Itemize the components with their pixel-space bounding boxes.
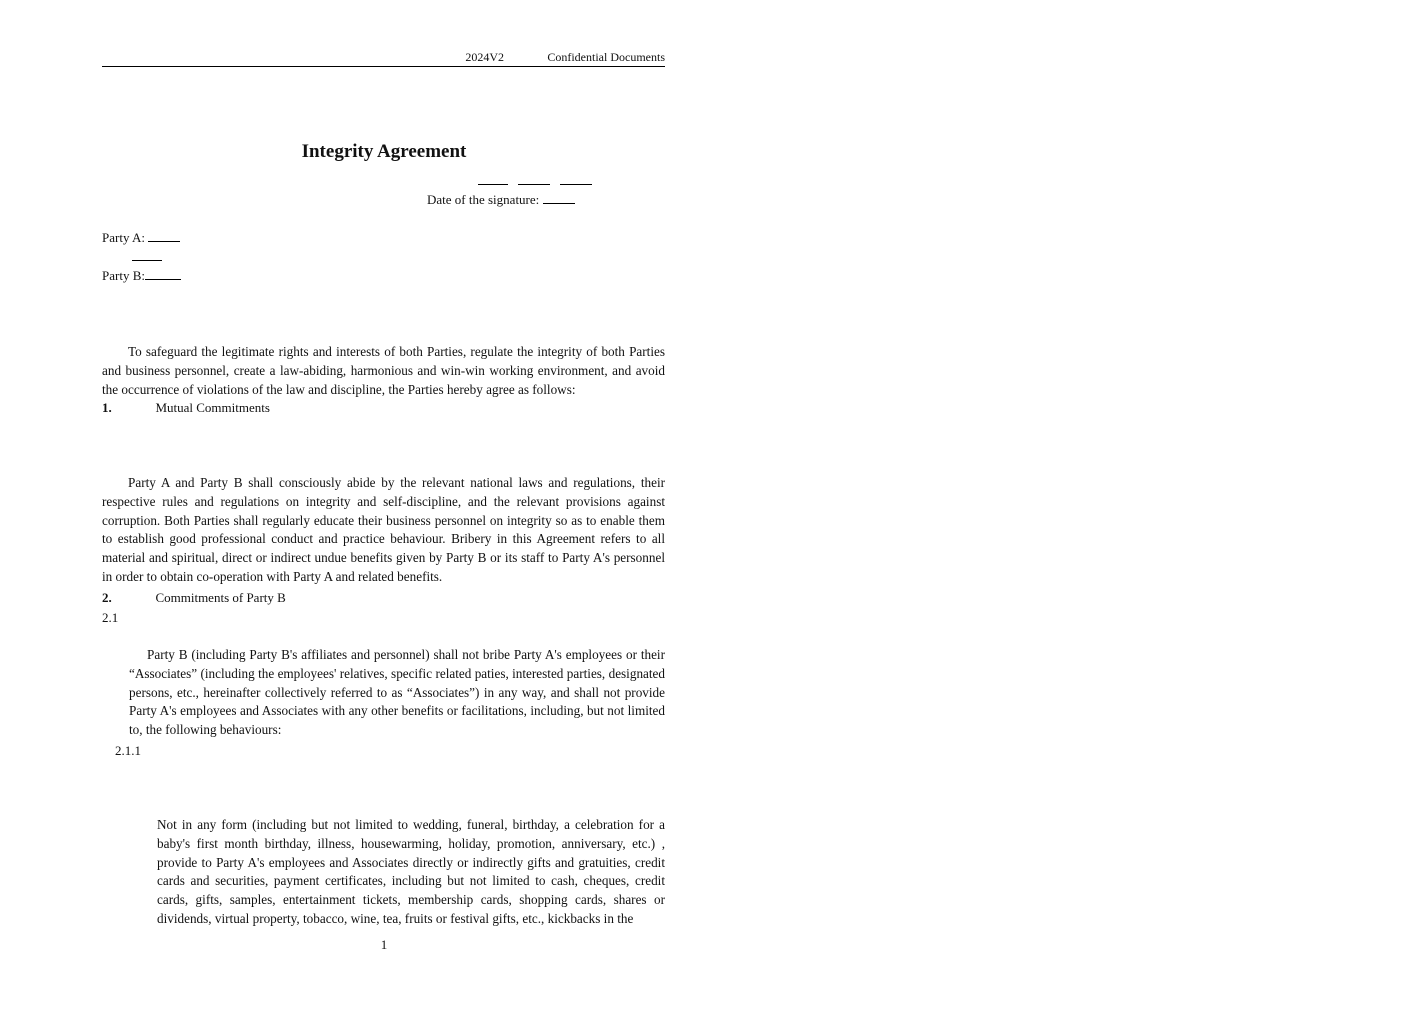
section-1-body-chinese: 􀀀􀀀􀀀􀀀􀀀􀀀􀀀􀀀􀀀􀀀􀀀􀀀􀀀􀀀􀀀􀀀􀀀􀀀􀀀􀀀􀀀􀀀􀀀􀀀􀀀􀀀􀀀􀀀􀀀􀀀􀀀􀀀􀀀􀀀􀀀􀀀􀀀􀀀􀀀􀀀􀀀􀀀􀀀􀀀􀀀􀀀􀀀􀀀􀀀􀀀􀀀􀀀􀀀􀀀􀀀􀀀􀀀􀀀􀀀􀀀􀀀􀀀􀀀􀀀􀀀􀀀􀀀􀀀􀀀􀀀􀀀􀀀􀀀􀀀􀀀􀀀􀀀􀀀􀀀􀀀􀀀􀀀􀀀􀀀􀀀􀀀􀀀􀀀􀀀􀀀􀀀􀀀􀀀􀀀􀀀􀀀􀀀􀀀􀀀􀀀􀀀􀀀 bbox=[128, 418, 1175, 433]
date-label-chinese: 􀀀􀀀􀀀􀀀􀀀 bbox=[427, 173, 478, 188]
intro-paragraph-chinese: 􀀀􀀀􀀀􀀀􀀀􀀀􀀀􀀀􀀀􀀀􀀀􀀀􀀀􀀀􀀀􀀀􀀀􀀀􀀀􀀀􀀀􀀀􀀀􀀀􀀀􀀀􀀀􀀀􀀀􀀀􀀀􀀀􀀀􀀀􀀀􀀀􀀀􀀀􀀀􀀀􀀀􀀀􀀀􀀀􀀀􀀀􀀀􀀀􀀀􀀀􀀀􀀀􀀀􀀀􀀀􀀀􀀀􀀀􀀀􀀀􀀀 bbox=[128, 305, 754, 320]
section-1-body-english: Party A and Party B shall consciously abide by the relevant national laws and regulations, their respective rules and regulations on integrity and self-discipline, and the relevant provisions against corruption. Both Parties shall regularly educate their business personnel on integrity so as to enable them to establish good professional conduct and practice behaviour. Bribery in this Agreement refers to all material and spiritual, direct or indirect undue benefits given by Party B or its staff to Party A's personnel in order to obtain co-operation with Party A and related benefits. bbox=[102, 475, 665, 584]
clause-2-1-1-number: 2.1.1 bbox=[115, 743, 141, 758]
party-b-label-english: Party B: bbox=[102, 268, 145, 283]
section-1-title-chinese: 􀀀􀀀􀀀􀀀 bbox=[111, 400, 153, 415]
section-2-title-english: Commitments of Party B bbox=[155, 590, 286, 605]
party-a-label-chinese: 􀀀􀀀􀀀 bbox=[102, 211, 133, 226]
clause-2-1-chinese: 􀀀􀀀􀀀􀀀􀀀􀀀􀀀􀀀􀀀􀀀􀀀􀀀􀀀􀀀􀀀􀀀􀀀􀀀􀀀􀀀􀀀􀀀􀀀􀀀􀀀􀀀􀀀􀀀􀀀􀀀􀀀􀀀􀀀􀀀􀀀􀀀􀀀􀀀􀀀􀀀􀀀􀀀􀀀􀀀􀀀􀀀􀀀􀀀􀀀􀀀􀀀􀀀􀀀􀀀􀀀􀀀􀀀􀀀􀀀􀀀􀀀􀀀􀀀􀀀􀀀􀀀􀀀􀀀􀀀􀀀􀀀 bbox=[129, 609, 858, 624]
page-number: 1 bbox=[380, 937, 388, 952]
year-char: 􀀀 bbox=[507, 173, 518, 188]
page-header: 2024V2 􀀀􀀀􀀀􀀀 Confidential Documents bbox=[102, 48, 665, 67]
day-blank[interactable] bbox=[560, 171, 592, 185]
party-b-line-chinese bbox=[102, 247, 162, 266]
month-blank[interactable] bbox=[518, 171, 550, 185]
clause-2-1-1-chinese: 􀀀􀀀􀀀􀀀􀀀􀀀􀀀􀀀􀀀􀀀􀀀􀀀􀀀􀀀􀀀􀀀􀀀􀀀􀀀􀀀􀀀􀀀􀀀􀀀􀀀􀀀􀀀􀀀􀀀􀀀􀀀􀀀􀀀􀀀􀀀􀀀􀀀􀀀􀀀􀀀􀀀􀀀􀀀􀀀􀀀􀀀􀀀􀀀􀀀􀀀􀀀􀀀􀀀􀀀􀀀􀀀􀀀􀀀􀀀􀀀􀀀􀀀􀀀􀀀􀀀􀀀􀀀􀀀􀀀􀀀􀀀􀀀􀀀􀀀􀀀􀀀􀀀􀀀􀀀􀀀􀀀􀀀􀀀􀀀􀀀􀀀􀀀􀀀􀀀􀀀􀀀􀀀􀀀􀀀􀀀􀀀􀀀􀀀􀀀􀀀􀀀􀀀􀀀􀀀􀀀􀀀􀀀􀀀􀀀􀀀􀀀􀀀􀀀􀀀􀀀􀀀􀀀􀀀􀀀􀀀􀀀􀀀􀀀 bbox=[157, 742, 1419, 757]
section-1-heading bbox=[102, 398, 270, 417]
year-blank[interactable] bbox=[478, 171, 508, 185]
party-b-blank[interactable] bbox=[145, 266, 181, 280]
signature-date-english bbox=[427, 190, 575, 209]
party-b-line bbox=[102, 266, 181, 285]
party-b-blank-chinese[interactable] bbox=[132, 247, 162, 261]
date-label-english: Date of the signature: bbox=[427, 192, 540, 207]
clause-2-1-1-english: Not in any form (including but not limited to wedding, funeral, birthday, a celebration for a baby's first month birthday, illness, housewarming, holiday, promotion, anniversary, etc.) , provide to Party A's employees and Associates directly or indirectly gifts and gratuities, credit cards and securities, payment certificates, including but not limited to cash, cheques, credit cards, gifts, samples, entertainment tickets, membership cards, shopping cards, shares or dividends, virtual property, tobacco, wine, tea, fruits or festival gifts, etc., kickbacks in the bbox=[157, 817, 665, 926]
clause-2-1-english: Party B (including Party B's affiliates and personnel) shall not bribe Party A's employees or their “Associates” (including the employees' relatives, specific related paties, interested parties, designated persons, etc., hereinafter collectively referred to as “Associates”) in any way, and shall not provide Party A's employees and Associates with any other benefits or facilitations, including, but not limited to, the following behaviours: bbox=[129, 647, 665, 738]
party-a-blank[interactable] bbox=[148, 228, 180, 242]
day-char: 􀀀 bbox=[591, 173, 602, 188]
clause-2-1-number: 2.1 bbox=[102, 610, 119, 625]
month-char: 􀀀 bbox=[549, 173, 560, 188]
section-1-number: 1. bbox=[102, 400, 112, 415]
title-english: Integrity Agreement bbox=[301, 141, 467, 162]
section-2-heading bbox=[102, 588, 286, 607]
party-b-label-chinese: 􀀀􀀀􀀀 bbox=[102, 249, 133, 264]
signature-date-chinese bbox=[427, 171, 602, 190]
signature-date-blank[interactable] bbox=[543, 190, 575, 204]
section-1-title-english: Mutual Commitments bbox=[155, 400, 270, 415]
section-2-number: 2. bbox=[102, 590, 112, 605]
party-a-line bbox=[102, 228, 180, 247]
intro-paragraph-english: To safeguard the legitimate rights and interests of both Parties, regulate the integrity of both Parties and business personnel, create a law-abiding, harmonious and win-win working environment, and avoid the occurrence of violations of the law and discipline, the Parties hereby agree as follows: bbox=[102, 344, 665, 397]
party-a-label-english: Party A: bbox=[102, 230, 145, 245]
section-2-title-chinese: 􀀀􀀀􀀀􀀀 bbox=[111, 590, 153, 605]
title-chinese: 􀀀􀀀􀀀􀀀 bbox=[351, 102, 417, 126]
